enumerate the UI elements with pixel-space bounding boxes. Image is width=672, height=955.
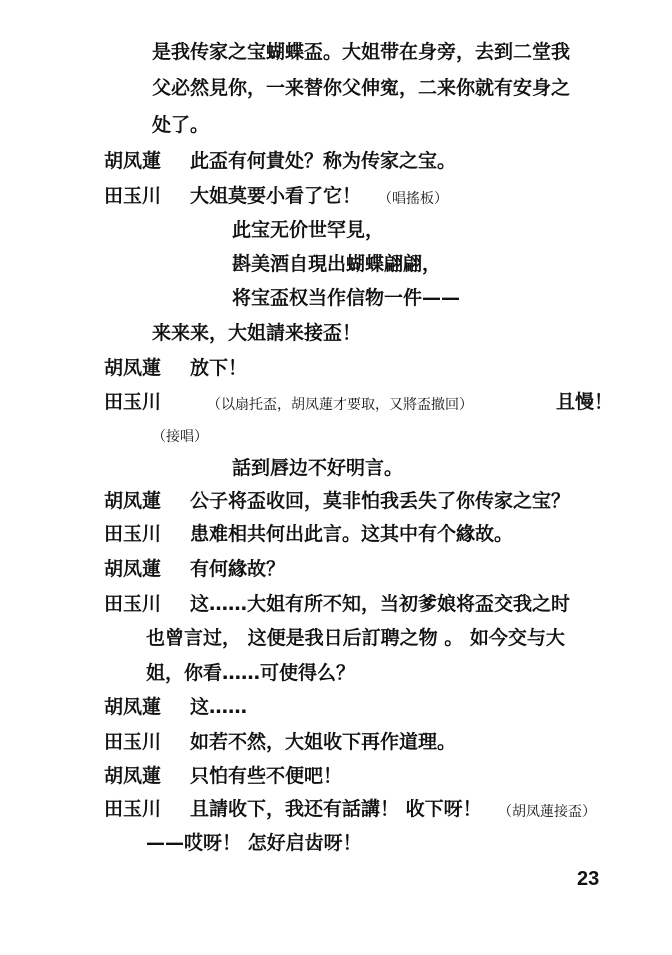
dialogue-line: 此盃有何貴处？称为传家之宝。 [190, 150, 457, 172]
speaker-name: 胡凤蓮 [104, 696, 162, 718]
speaker-name: 田玉川 [104, 798, 162, 820]
stage-direction: （以扇托盃，胡凤蓮才要取，又將盃撤回） [207, 397, 473, 413]
speaker-name: 田玉川 [104, 391, 162, 413]
verse-line: 斟美酒自現出蝴蝶翩翩， [232, 253, 442, 275]
stage-direction: （唱搖板） [378, 191, 448, 207]
dialogue-line: ——哎呀！ 怎好启齿呀！ [146, 832, 362, 854]
speaker-name: 胡凤蓮 [104, 357, 162, 379]
stage-direction: （接唱） [152, 429, 208, 445]
dialogue-line: 这…… [190, 696, 248, 718]
dialogue-line: 如若不然，大姐收下再作道理。 [190, 731, 457, 753]
dialogue-line: 且請收下，我还有話講！ 收下呀！ [190, 798, 482, 820]
dialogue-line-1: 是我传家之宝蝴蝶盃。大姐带在身旁，去到二堂我 [152, 41, 571, 63]
speaker-name: 胡凤蓮 [104, 150, 162, 172]
dialogue-line: 姐，你看……可使得么？ [146, 662, 356, 684]
dialogue-line: 这……大姐有所不知，当初爹娘将盃交我之时 [190, 593, 571, 615]
dialogue-line-2: 父必然見你，一来替你父伸寃，二来你就有安身之 [152, 77, 571, 99]
dialogue-line: 有何緣故？ [190, 558, 286, 580]
dialogue-line: 大姐莫要小看了它！ [190, 185, 362, 207]
speaker-name: 胡凤蓮 [104, 558, 162, 580]
verse-line: 話到唇边不好明言。 [232, 457, 404, 479]
verse-line: 此宝无价世罕見， [232, 219, 385, 241]
dialogue-line: 且慢！ [556, 391, 614, 413]
speaker-name: 胡凤蓮 [104, 765, 162, 787]
dialogue-line: 也曾言过， 这便是我日后訂聘之物 。 如今交与大 [146, 627, 565, 649]
speaker-name: 田玉川 [104, 185, 162, 207]
stage-direction: （胡凤蓮接盃） [498, 804, 596, 820]
dialogue-line: 患难相共何出此言。这其中有个緣故。 [190, 523, 514, 545]
dialogue-line: 只怕有些不便吧！ [190, 765, 343, 787]
speaker-name: 田玉川 [104, 731, 162, 753]
speaker-name: 胡凤蓮 [104, 490, 162, 512]
dialogue-line-3: 处了。 [152, 114, 210, 136]
speaker-name: 田玉川 [104, 593, 162, 615]
verse-line: 将宝盃权当作信物一件—— [232, 287, 461, 309]
dialogue-line: 来来来，大姐請来接盃！ [152, 322, 362, 344]
speaker-name: 田玉川 [104, 523, 162, 545]
dialogue-line: 放下！ [190, 357, 248, 379]
dialogue-line: 公子将盃收回，莫非怕我丢失了你传家之宝？ [190, 490, 571, 512]
page-number: 23 [577, 868, 600, 890]
